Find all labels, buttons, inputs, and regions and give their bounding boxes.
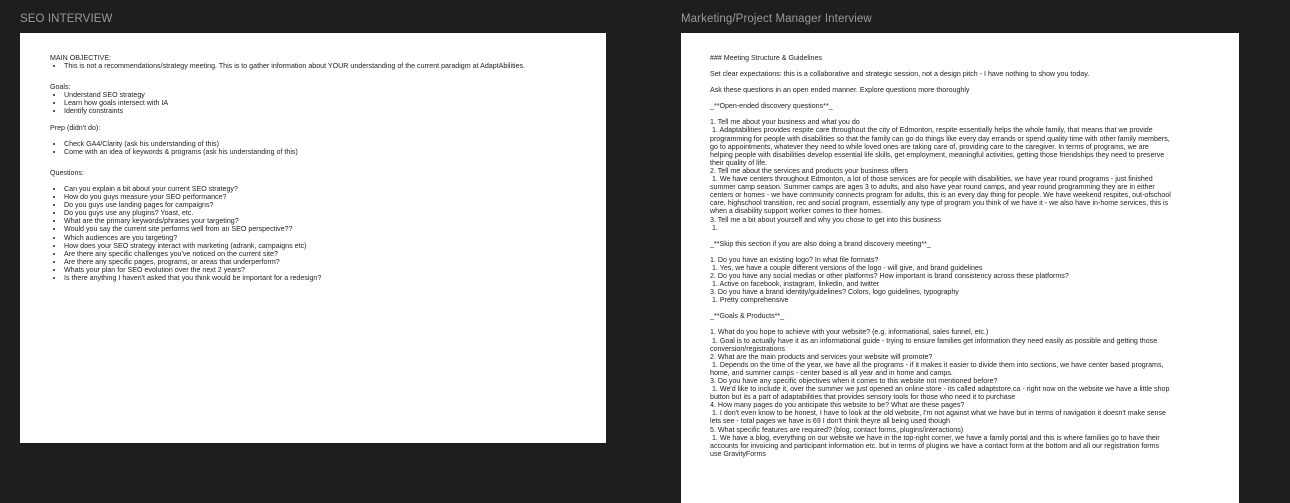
- question-item: • Which audiences are you targeting?: [64, 234, 570, 242]
- ask-note-text: Ask these questions in an open ended manner. Explore questions more thoroughly: [710, 86, 970, 95]
- text-line: 3. Do you have any specific objectives when it comes to this website not mentioned before?: [710, 377, 998, 385]
- main-objective-list: [50, 62, 570, 70]
- main-objective-label: MAIN OBJECTIVE:: [50, 54, 112, 62]
- question-item: • Would you say the current site performs well from an SEO perspective??: [64, 225, 570, 233]
- seo-notes-text[interactable]: [50, 54, 570, 282]
- goals-products-heading: _**Goals & Products**_: [710, 312, 785, 321]
- marketing-interview-frame-title[interactable]: Marketing/Project Manager Interview: [681, 13, 872, 25]
- text-line: 1. Pretty comprehensive: [710, 296, 789, 305]
- question-item: • Do you guys use landing pages for campaigns?: [64, 201, 570, 209]
- text-line: 2. Tell me about the services and products your business offers: [710, 166, 909, 175]
- text-line: 1. Active on facebook, instagram, linkedin, and twitter: [710, 280, 880, 289]
- seo-interview-frame[interactable]: [20, 33, 606, 443]
- goal-item: • Understand SEO strategy: [64, 91, 570, 99]
- text-line: 3. Do you have a brand identity/guidelines? Colors, logo guidelines, typography: [710, 288, 959, 297]
- marketing-notes-text[interactable]: [710, 54, 1220, 458]
- text-line: 3. Tell me a bit about yourself and why you chose to get into this business: [710, 215, 941, 224]
- text-line: their quality of life.: [710, 158, 768, 167]
- text-line: when a disability support worker comes to their homes.: [710, 207, 883, 216]
- text-line: 1. Depends on the time of the year, we have all the programs - if it makes it easier to divide them into sections, we have center based programs,: [710, 360, 1164, 369]
- question-item: • How do you guys measure your SEO performance?: [64, 193, 570, 201]
- text-line: 1. Tell me about your business and what you do: [710, 118, 860, 127]
- text-line: programming for people with disabilities so that the family can go do things like every day errands or spend quality time with other family members,: [710, 134, 1170, 143]
- expectations-text: Set clear expectations: this is a collaborative and strategic session, not a design pitch - I have nothing to show you today.: [710, 70, 1090, 79]
- question-item: • How does your SEO strategy interact with marketing (adrank, campaigns etc): [64, 242, 570, 250]
- questions-list: [50, 185, 570, 282]
- question-item: • Is there anything I haven't asked that you think would be important for a redesign?: [64, 274, 570, 282]
- text-line: 4. How many pages do you anticipate this website to be? What are these pages?: [710, 401, 965, 410]
- text-line: 1. Do you have an existing logo? In what file formats?: [710, 255, 879, 264]
- prep-item: • Check GA4/Clarity (ask his understanding of this): [64, 140, 570, 148]
- text-line: 1. We have centers throughout Edmonton, a lot of those services are for people with disabilities, we have year round programs - just finished: [710, 175, 1153, 184]
- goal-item: • Identify constraints: [64, 107, 570, 115]
- text-line: helping people with disabilities develop essential life skills, get employment, meaningful activities, getting those friendships they need to preserve: [710, 150, 1165, 159]
- brand-questions-block: [710, 256, 1220, 305]
- question-item: • Whats your plan for SEO evolution over the next 2 years?: [64, 266, 570, 274]
- question-item: • Are there any specific challenges you've noticed on the current site?: [64, 250, 570, 258]
- discovery-questions-block: [710, 118, 1220, 231]
- text-line: use GravityForms: [710, 449, 766, 458]
- text-line: 2. Do you have any social medias or other platforms? How important is brand consistency across these platforms?: [710, 271, 1069, 280]
- text-line: 1. Yes, we have a couple different versions of the logo - will give, and brand guidelines: [710, 263, 983, 272]
- text-line: accounts for invoicing and participant information etc. but in terms of plugins we have a contact form at the bottom and all our registration forms: [710, 441, 1160, 450]
- text-line: conversion/registrations: [710, 344, 785, 353]
- goals-label: Goals:: [50, 83, 71, 92]
- text-line: home, and summer camps - center based is all year and in home and camps.: [710, 368, 953, 377]
- text-line: care, highschool transition, rec and social program, essentially any type of program you think of we have it - we also have in-home services, this is: [710, 199, 1169, 208]
- questions-label: Questions:: [50, 168, 84, 177]
- text-line: 1. We have a blog, everything on our website we have in the top-right corner, we have a family portal and this is where families go to have their: [710, 433, 1160, 442]
- text-line: centers or homes - we have community connects program for adults, this is an every day thing for people. We have weekend respites, out-ofschool: [710, 191, 1171, 200]
- seo-interview-frame-title[interactable]: SEO INTERVIEW: [20, 13, 113, 25]
- discovery-heading: _**Open-ended discovery questions**_: [710, 102, 833, 111]
- prep-label: Prep (didn't do):: [50, 123, 101, 132]
- text-line: go to appointments, whatever they need to while loved ones are taking care of, providing care to the caregiver. In terms of programs, we are: [710, 142, 1149, 151]
- text-line: 1. What do you hope to achieve with your website? (e.g. informational, sales funnel, etc.): [710, 328, 989, 337]
- goal-item: • Learn how goals intersect with IA: [64, 99, 570, 107]
- goals-list: [50, 91, 570, 115]
- marketing-interview-frame[interactable]: [681, 33, 1239, 503]
- question-item: • Can you explain a bit about your current SEO strategy?: [64, 185, 570, 193]
- text-line: 1. Goal is to actually have it as an informational guide - trying to ensure families get information they need easily as possible and getting those: [710, 336, 1158, 345]
- skip-section-heading: _**Skip this section if you are also doing a brand discovery meeting**_: [710, 239, 931, 248]
- text-line: 1. We'd like to include it, over the summer we just opened an online store - its called adaptstore.ca - right now on the website we have a little shop: [710, 385, 1170, 394]
- text-line: summer camp season. Summer camps are ages 3 to adults, and also have year round camps, and year round programming they are in either: [710, 183, 1155, 192]
- question-item: • What are the primary keywords/phrases your targeting?: [64, 217, 570, 225]
- main-objective-item: • This is not a recommendations/strategy meeting. This is to gather information about YOUR understanding of the current paradigm at AdaptAbilities.: [64, 62, 570, 70]
- text-line: 1. I don't even know to be honest, I have to look at the old website, I'm not against what we have but in terms of navigation it doesn't make sense: [710, 409, 1166, 418]
- question-item: • Are there any specific pages, programs, or areas that underperform?: [64, 258, 570, 266]
- text-line: 2. What are the main products and services your website will promote?: [710, 352, 933, 361]
- goals-products-block: [710, 328, 1220, 458]
- text-line: 1. Adaptabilities provides respite care throughout the city of Edmonton, respite essentially helps the whole family, that means that we provide: [710, 126, 1153, 135]
- text-line: 1.: [710, 223, 718, 232]
- prep-list: [50, 140, 570, 156]
- text-line: lets see - total pages we have is 69 I don't think theyre all being used though: [710, 417, 950, 426]
- text-line: 5. What specific features are required? (blog, contact forms, plugins/interactions): [710, 425, 964, 434]
- prep-item: • Come with an idea of keywords & programs (ask his understanding of this): [64, 148, 570, 156]
- meeting-structure-heading: ### Meeting Structure & Guidelines: [710, 54, 822, 62]
- text-line: button but its a part of adaptabilities that provides sensory tools for those who need it to purchase: [710, 393, 1016, 402]
- question-item: • Do you guys use any plugins? Yoast, etc.: [64, 209, 570, 217]
